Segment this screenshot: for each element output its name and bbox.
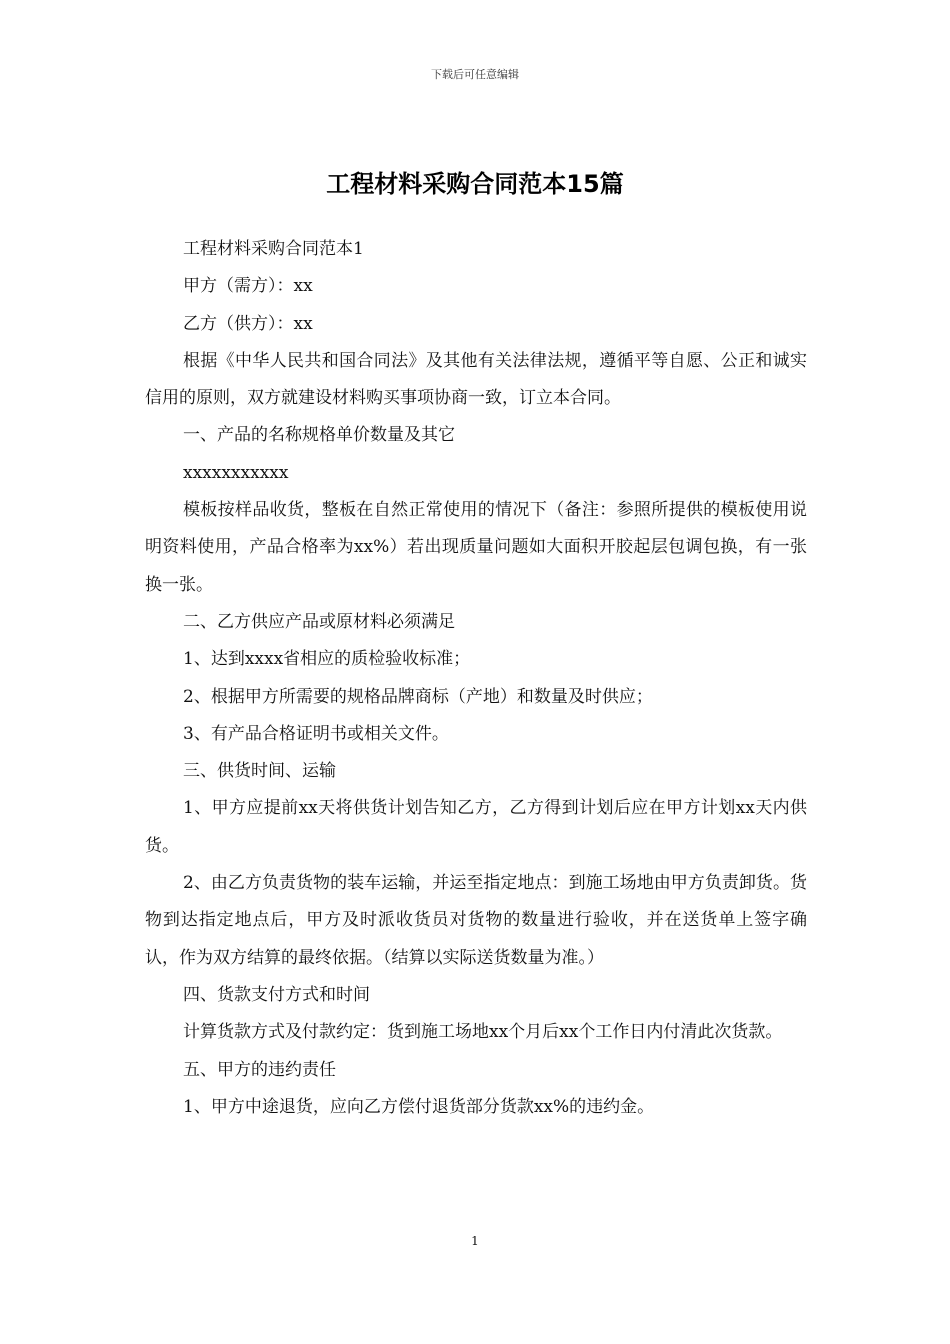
clause-heading: 二、乙方供应产品或原材料必须满足 (183, 611, 455, 632)
list-item: 1、甲方应提前xx天将供货计划告知乙方，乙方得到计划后应在甲方计划xx天内供货。 (145, 798, 807, 856)
document-body (145, 231, 807, 1126)
preamble-paragraph: 根据《中华人民共和国合同法》及其他有关法律法规，遵循平等自愿、公正和诚实信用的原则，双方就建设材料购买事项协商一致，订立本合同。 (145, 350, 807, 409)
party-b-line: 乙方（供方）：xx (183, 313, 313, 334)
list-item: 2、根据甲方所需要的规格品牌商标（产地）和数量及时供应； (183, 686, 653, 707)
clause-heading: 三、供货时间、运输 (183, 761, 336, 782)
list-item: 2、由乙方负责货物的装车运输，并运至指定地点：到施工场地由甲方负责卸货。货物到达指定地点后，甲方及时派收货员对货物的数量进行验收，并在送货单上签字确认，作为双方结算的最终依据。（结算以实际送货数量为准。） (145, 873, 807, 968)
list-item: 1、达到xxxx省相应的质检验收标准； (183, 649, 471, 670)
party-a-line: 甲方（需方）：xx (183, 276, 313, 297)
clause-heading: 一、产品的名称规格单价数量及其它 (183, 425, 455, 446)
body-paragraph: 模板按样品收货，整板在自然正常使用的情况下（备注：参照所提供的模板使用说明资料使用，产品合格率为xx%）若出现质量问题如大面积开胶起层包调包换，有一张换一张。 (145, 500, 807, 595)
clause-heading: 五、甲方的违约责任 (183, 1059, 336, 1080)
placeholder-line: xxxxxxxxxxx (183, 462, 289, 483)
page-number: 1 (471, 1234, 479, 1248)
body-paragraph: 计算货款方式及付款约定：货到施工场地xx个月后xx个工作日内付清此次货款。 (183, 1022, 783, 1043)
list-item: 3、有产品合格证明书或相关文件。 (183, 723, 449, 744)
page-header-note: 下载后可任意编辑 (431, 68, 519, 81)
list-item: 1、甲方中途退货，应向乙方偿付退货部分货款xx%的违约金。 (183, 1096, 655, 1117)
clause-heading: 四、货款支付方式和时间 (183, 984, 370, 1005)
section-heading: 工程材料采购合同范本1 (183, 239, 364, 259)
document-title: 工程材料采购合同范本15篇 (326, 170, 624, 199)
